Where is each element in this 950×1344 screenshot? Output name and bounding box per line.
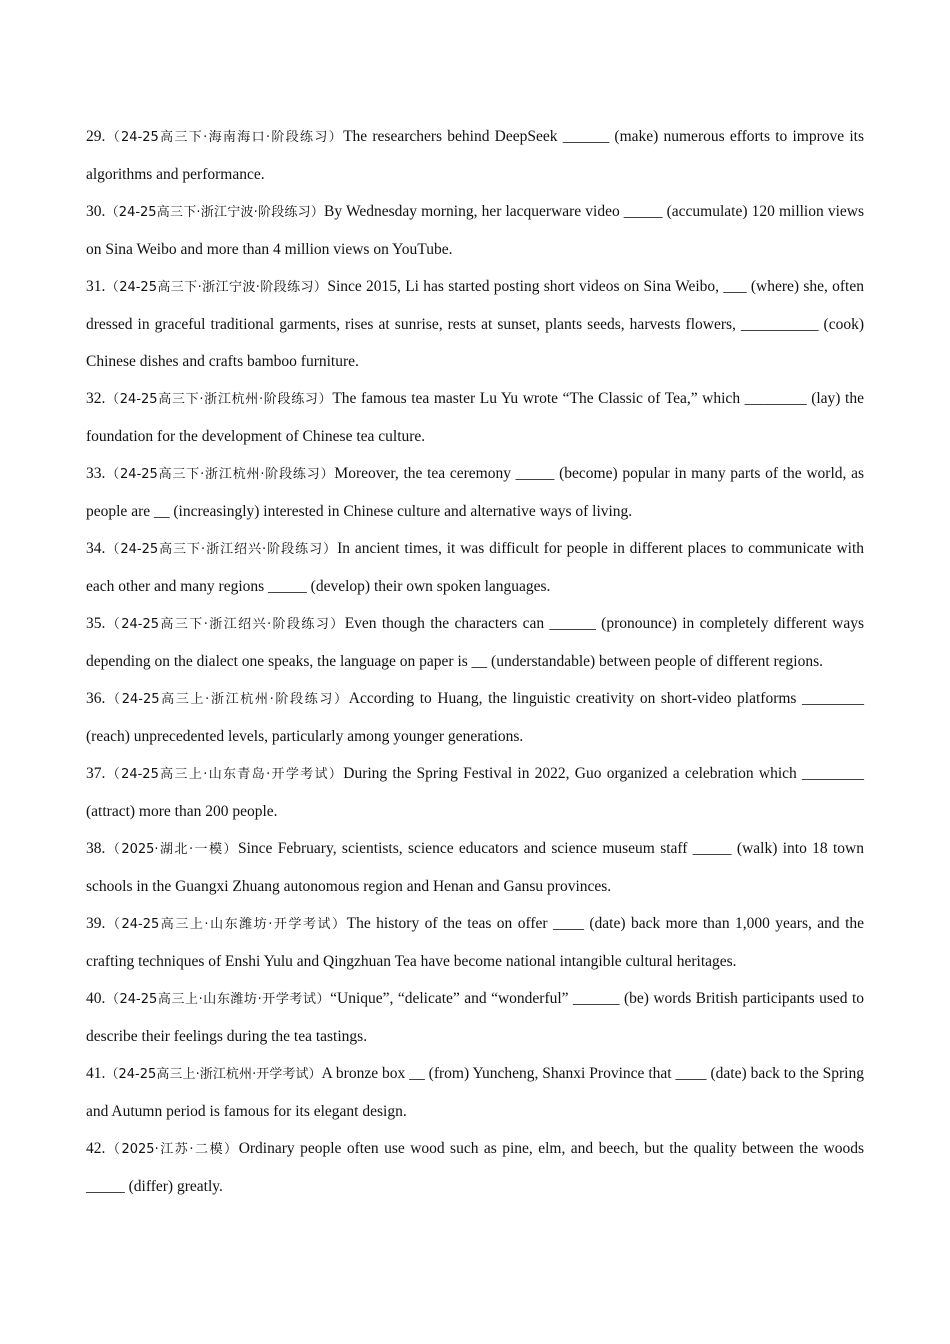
question-text: Since February, scientists, science educators and science museum staff _____ (walk) into 18 town schools in the Guangxi Zhuang autonomous region and Henan and Gansu provinces. [86, 840, 865, 895]
question-number: 33. [86, 465, 106, 482]
question-number: 40. [86, 990, 106, 1007]
question-source: （24-25高三下·浙江杭州·阶段练习） [105, 392, 333, 407]
question-number: 35. [86, 615, 106, 632]
question-33 [86, 455, 864, 530]
question-number: 30. [86, 203, 106, 220]
question-source: （2025·江苏·二模） [105, 1142, 239, 1157]
question-number: 42. [86, 1140, 106, 1157]
question-34 [86, 530, 864, 605]
question-source: （24-25高三上·山东潍坊·开学考试） [105, 917, 347, 932]
question-41 [86, 1055, 864, 1130]
question-source: （24-25高三下·浙江绍兴·阶段练习） [105, 542, 338, 557]
question-38 [86, 830, 864, 905]
question-29 [86, 118, 864, 193]
question-number: 29. [86, 128, 106, 145]
question-text: “Unique”, “delicate” and “wonderful” ______ (be) words British participants used to describe their feelings during the tea tastings. [86, 990, 864, 1045]
question-text: A bronze box __ (from) Yuncheng, Shanxi Province that ____ (date) back to the Spring and Autumn period is famous for its elegant design. [86, 1065, 864, 1120]
exercise-page [86, 118, 864, 1205]
question-text: During the Spring Festival in 2022, Guo organized a celebration which ________ (attract) more than 200 people. [86, 765, 864, 820]
question-source: （2025·湖北·一模） [105, 842, 238, 857]
question-source: （24-25高三下·浙江宁波·阶段练习） [105, 280, 328, 295]
question-source: （24-25高三上·山东青岛·开学考试） [105, 767, 344, 782]
question-text: The famous tea master Lu Yu wrote “The Classic of Tea,” which ________ (lay) the foundation for the development of Chinese tea culture. [86, 390, 864, 445]
question-source: （24-25高三下·浙江宁波·阶段练习） [105, 205, 325, 220]
question-text: By Wednesday morning, her lacquerware video _____ (accumulate) 120 million views on Sina Weibo and more than 4 million views on YouTube. [86, 203, 864, 258]
question-source: （24-25高三下·浙江绍兴·阶段练习） [105, 617, 345, 632]
question-42 [86, 1130, 864, 1205]
question-source: （24-25高三下·浙江杭州·阶段练习） [105, 467, 335, 482]
question-text: The history of the teas on offer ____ (date) back more than 1,000 years, and the crafting techniques of Enshi Yulu and Qingzhuan Tea have become national intangible cultural heritages. [86, 915, 864, 970]
question-37 [86, 755, 864, 830]
question-number: 41. [86, 1065, 106, 1082]
question-30 [86, 193, 864, 268]
question-number: 31. [86, 278, 106, 295]
question-39 [86, 905, 864, 980]
question-source: （24-25高三上·浙江杭州·阶段练习） [105, 692, 349, 707]
question-text: Moreover, the tea ceremony _____ (become) popular in many parts of the world, as people are __ (increasingly) interested in Chinese culture and alternative ways of living. [86, 465, 864, 520]
question-text: According to Huang, the linguistic creativity on short-video platforms ________ (reach) unprecedented levels, particularly among younger generations. [86, 690, 864, 745]
question-number: 39. [86, 915, 106, 932]
question-number: 37. [86, 765, 106, 782]
question-32 [86, 380, 864, 455]
question-text: Ordinary people often use wood such as pine, elm, and beech, but the quality between the woods _____ (differ) greatly. [86, 1140, 864, 1195]
question-source: （24-25高三下·海南海口·阶段练习） [105, 130, 344, 145]
question-40 [86, 980, 864, 1055]
question-number: 36. [86, 690, 106, 707]
question-text: The researchers behind DeepSeek ______ (make) numerous efforts to improve its algorithms and performance. [86, 128, 864, 183]
question-31 [86, 268, 864, 380]
question-source: （24-25高三上·浙江杭州·开学考试） [105, 1067, 322, 1082]
question-source: （24-25高三上·山东潍坊·开学考试） [105, 992, 331, 1007]
question-text: Since 2015, Li has started posting short videos on Sina Weibo, ___ (where) she, often dressed in graceful traditional garments, rises at sunrise, rests at sunset, plants seeds, harvests flowers, __________ (cook) Chinese dishes and crafts bamboo furniture. [86, 278, 864, 370]
question-36 [86, 680, 864, 755]
question-text: Even though the characters can ______ (pronounce) in completely different ways depending on the dialect one speaks, the language on paper is __ (understandable) between people of different regions. [86, 615, 864, 670]
question-number: 32. [86, 390, 106, 407]
question-text: In ancient times, it was difficult for people in different places to communicate with each other and many regions _____ (develop) their own spoken languages. [86, 540, 865, 595]
question-35 [86, 605, 864, 680]
question-number: 34. [86, 540, 106, 557]
question-number: 38. [86, 840, 106, 857]
